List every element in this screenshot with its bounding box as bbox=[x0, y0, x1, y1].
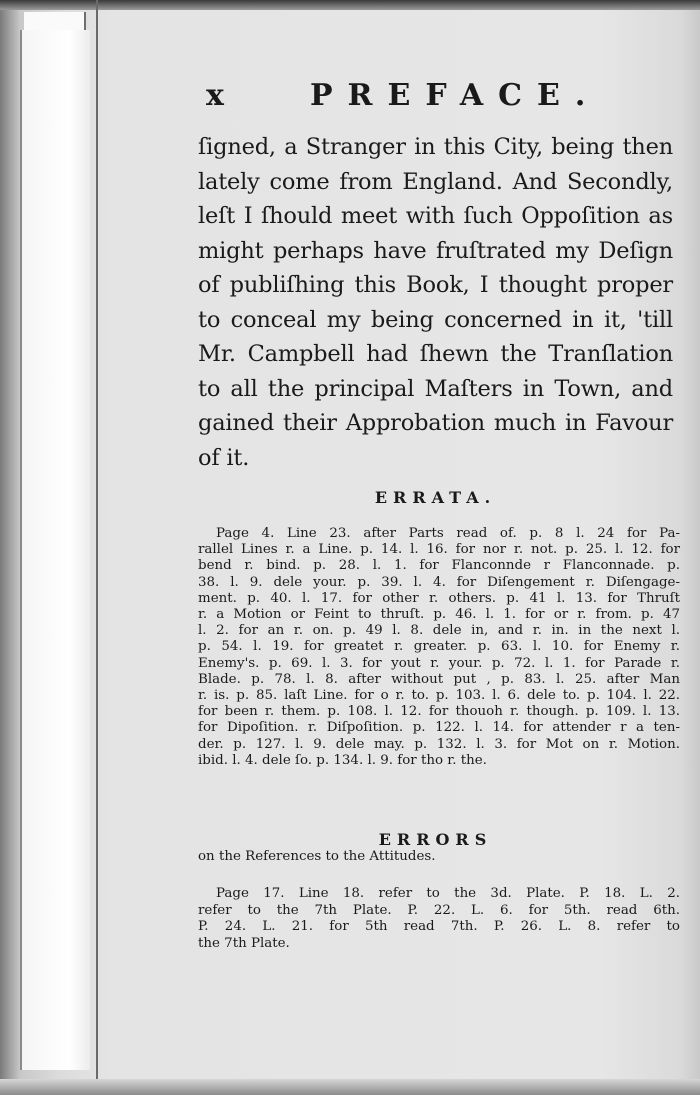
errata-line: r. is. p. 85. laſt Line. for o r. to. p. 103. l. 6. dele to. p. 104. l. 22. bbox=[198, 688, 680, 704]
page-header bbox=[98, 78, 688, 118]
left-page-strip bbox=[20, 30, 90, 1070]
errata-line: for been r. them. p. 108. l. 12. for thouoh r. though. p. 109. l. 13. bbox=[198, 704, 680, 720]
body-line: to conceal my being concerned in it, 'till bbox=[198, 306, 673, 333]
body-paragraph bbox=[198, 130, 673, 475]
bottom-edge bbox=[0, 1079, 700, 1095]
body-line: Mr. Campbell had ſhewn the Tranſlation bbox=[198, 341, 673, 367]
errors-heading: ERRORS bbox=[378, 830, 493, 849]
errata-line: Blade. p. 78. l. 8. after without put , p. 83. l. 25. after Man bbox=[198, 671, 680, 687]
body-line: ſigned, a Stranger in this City, being then bbox=[198, 134, 673, 160]
body-line: leſt I ſhould meet with ſuch Oppoſition as bbox=[198, 203, 673, 229]
errors-list bbox=[198, 886, 680, 952]
errors-line: Page 17. Line 18. refer to the 3d. Plate. P. 18. L. 2. bbox=[216, 886, 680, 901]
errata-list bbox=[198, 526, 680, 769]
running-head: PREFACE. bbox=[310, 78, 601, 113]
errata-line: p. 54. l. 19. for greatet r. greater. p. 63. l. 10. for Enemy r. bbox=[198, 639, 680, 655]
errata-line: Enemy's. p. 69. l. 3. for yout r. your. p. 72. l. 1. for Parade r. bbox=[198, 655, 680, 671]
body-line: might perhaps have fruſtrated my Deſign bbox=[198, 237, 673, 264]
errors-line: refer to the 7th Plate. P. 22. L. 6. for 5th. read 6th. bbox=[198, 902, 680, 918]
errors-line: P. 24. L. 21. for 5th read 7th. P. 26. L. 8. refer to bbox=[198, 919, 680, 934]
errata-line: bend r. bind. p. 28. l. 1. for Flanconnde r Flanconnade. p. bbox=[198, 558, 680, 574]
page-number: x bbox=[206, 78, 224, 113]
body-line: of publiſhing this Book, I thought proper bbox=[198, 272, 673, 298]
body-line: gained their Approbation much in Favour bbox=[198, 410, 673, 436]
errors-line: the 7th Plate. bbox=[198, 935, 290, 951]
errata-line: rallel Lines r. a Line. p. 14. l. 16. for nor r. not. p. 25. l. 12. for bbox=[198, 542, 680, 558]
book-page bbox=[98, 8, 688, 1078]
body-line: of it. bbox=[198, 444, 250, 471]
errata-line: for Dipoſition. r. Diſpoſition. p. 122. l. 14. for attender r a ten- bbox=[198, 720, 680, 736]
errors-subheading: on the References to the Attitudes. bbox=[198, 849, 436, 864]
errata-line: Page 4. Line 23. after Parts read of. p. 8 l. 24 for Pa- bbox=[216, 526, 680, 541]
errata-line: ment. p. 40. l. 17. for other r. others. p. 41 l. 13. for Thruſt bbox=[198, 590, 680, 606]
body-line: lately come from England. And Secondly, bbox=[198, 168, 673, 195]
errata-line: l. 2. for an r. on. p. 49 l. 8. dele in, and r. in. in the next l. bbox=[198, 623, 680, 639]
errata-heading: ERRATA. bbox=[374, 488, 497, 507]
errata-line: r. a Motion or Feint to thruſt. p. 46. l. 1. for or r. from. p. 47 bbox=[198, 607, 680, 623]
errata-line: der. p. 127. l. 9. dele may. p. 132. l. 3. for Mot on r. Motion. bbox=[198, 736, 680, 752]
errata-line: 38. l. 9. dele your. p. 39. l. 4. for Diſengement r. Diſengage- bbox=[198, 574, 680, 590]
errata-line: ibid. l. 4. dele ſo. p. 134. l. 9. for tho r. the. bbox=[198, 752, 487, 768]
body-line: to all the principal Maſters in Town, and bbox=[198, 375, 673, 402]
